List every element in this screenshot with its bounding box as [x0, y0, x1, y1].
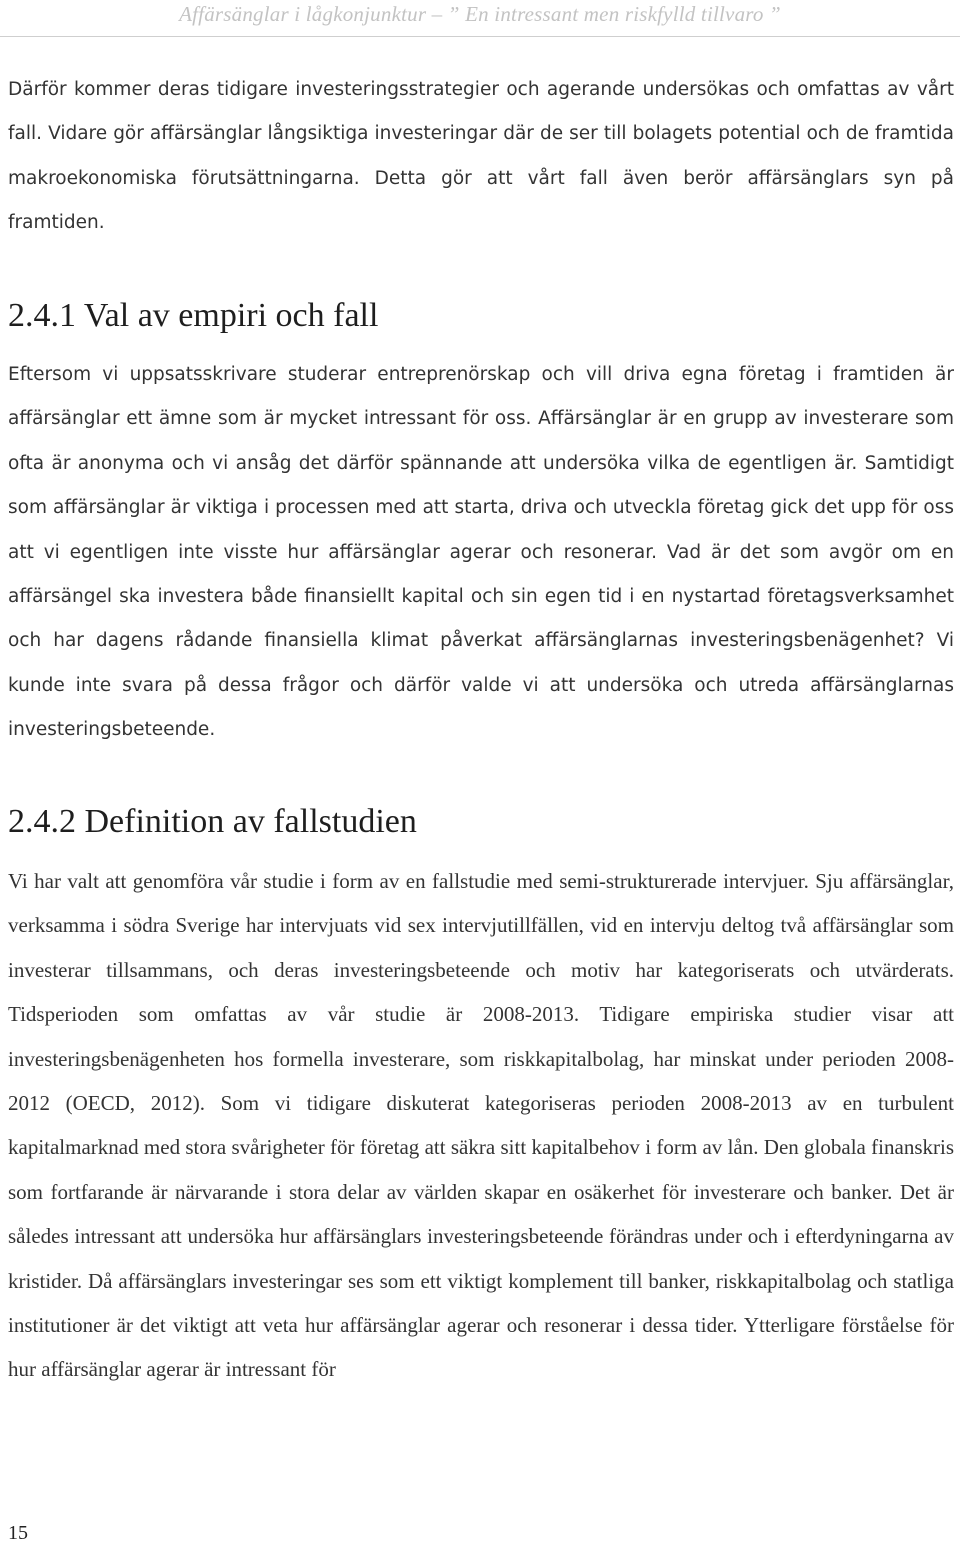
- running-header: Affärsänglar i lågkonjunktur – ” En intressant men riskfylld tillvaro ”: [179, 2, 781, 26]
- section-2-4-2-paragraph: Vi har valt att genomföra vår studie i form av en fallstudie med semi-strukturerade intervjuer. Sju affärsänglar, verksamma i södra Sverige har intervjuats vid sex intervjutillfällen, vid en intervju deltog två affärsänglar som investerar tillsammans, och deras investeringsbeteende och motiv har kategoriserats och utvärderats. Tidsperioden som omfattas av vår studie är 2008-2013. Tidigare empiriska studier visar att investeringsbenägenheten hos formella investerare, som riskkapitalbolag, har minskat under perioden 2008-2012 (OECD, 2012). Som vi tidigare diskuterat kategoriseras perioden 2008-2013 av en turbulent kapitalmarknad med stora svårigheter för företag att säkra sitt kapitalbehov i form av lån. Den globala finanskris som fortfarande är närvarande i stora delar av världen skapar en osäkerhet för investerare och banker. Det är således intressant att undersöka hur affärsänglars investeringsbeteende förändras under och i efterdyningarna av kristider. Då affärsänglars investeringar ses som ett viktigt komplement till banker, riskkapitalbolag och statliga institutioner är det viktigt att veta hur affärsänglar agerar och resonerar i dessa tider. Ytterligare förståelse för hur affärsänglar agerar är intressant för: [8, 869, 954, 1382]
- page-number: 15: [8, 1522, 28, 1544]
- section-heading-2-4-1: 2.4.1 Val av empiri och fall: [8, 297, 379, 334]
- header-divider: [0, 36, 960, 37]
- section-heading-2-4-2: 2.4.2 Definition av fallstudien: [8, 803, 417, 840]
- intro-paragraph: Därför kommer deras tidigare investeringsstrategier och agerande undersökas och omfattas av vårt fall. Vidare gör affärsänglar långsiktiga investeringar där de ser till bolagets potential och de framtida makroekonomiska förutsättningarna. Detta gör att vårt fall även berör affärsänglars syn på framtiden.: [8, 79, 954, 234]
- section-2-4-1-paragraph: Eftersom vi uppsatsskrivare studerar entreprenörskap och vill driva egna företag i framtiden är affärsänglar ett ämne som är mycket intressant för oss. Affärsänglar är en grupp av investerare som ofta är anonyma och vi ansåg det därför spännande att undersöka vilka de egentligen är. Samtidigt som affärsänglar är viktiga i processen med att starta, driva och utveckla företag gick det upp för oss att vi egentligen inte visste hur affärsänglar agerar och resonerar. Vad är det som avgör om en affärsängel ska investera både finansiellt kapital och sin egen tid i en nystartad företagsverksamhet och har dagens rådande finansiella klimat påverkat affärsänglarnas investeringsbenägenhet? Vi kunde inte svara på dessa frågor och därför valde vi att undersöka och utreda affärsänglarnas investeringsbeteende.: [8, 364, 954, 741]
